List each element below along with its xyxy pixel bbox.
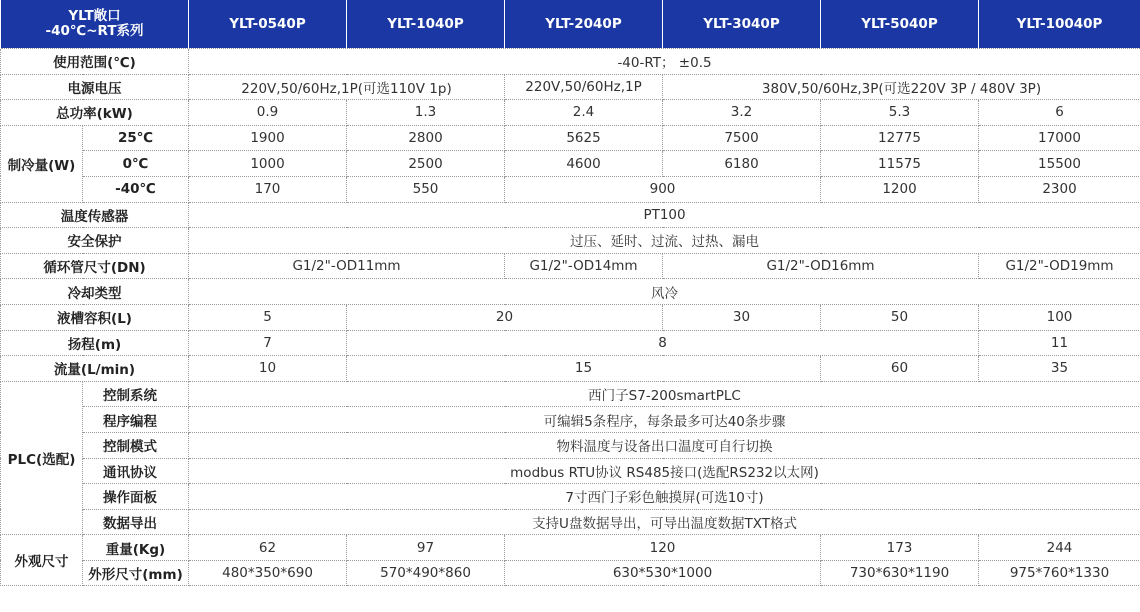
value-cell: 17000	[979, 125, 1140, 151]
group-label: 外观尺寸	[1, 535, 83, 586]
value-cell: 7寸西门子彩色触摸屏(可选10寸)	[189, 484, 1140, 510]
value-cell: 975*760*1330	[979, 560, 1140, 586]
row-label: 电源电压	[1, 74, 189, 100]
value-cell: 170	[189, 176, 347, 202]
value-cell: 50	[821, 304, 979, 330]
value-cell: 570*490*860	[347, 560, 505, 586]
value-cell: 12775	[821, 125, 979, 151]
row-cooling-type	[1, 279, 1140, 305]
value-cell: 1.3	[347, 100, 505, 126]
value-cell: 2.4	[505, 100, 663, 126]
sub-label: 通讯协议	[83, 458, 189, 484]
row-cooling-0	[1, 151, 1140, 177]
value-cell: 5625	[505, 125, 663, 151]
value-cell: G1/2"-OD14mm	[505, 253, 663, 279]
row-protection	[1, 228, 1140, 254]
value-cell: G1/2"-OD11mm	[189, 253, 505, 279]
row-sensor	[1, 202, 1140, 228]
value-cell: 630*530*1000	[505, 560, 821, 586]
value-cell: 0.9	[189, 100, 347, 126]
row-flow	[1, 356, 1140, 382]
value-cell: 60	[821, 356, 979, 382]
row-plc-control-mode	[1, 432, 1140, 458]
sub-label: 25℃	[83, 125, 189, 151]
value-cell: 480*350*690	[189, 560, 347, 586]
value-cell: modbus RTU协议 RS485接口(选配RS232以太网)	[189, 458, 1140, 484]
value-cell: 风冷	[189, 279, 1140, 305]
value-cell: 35	[979, 356, 1140, 382]
value-cell: -40-RT； ±0.5	[189, 49, 1140, 75]
model-header: YLT-5040P	[821, 0, 979, 49]
value-cell: 20	[347, 304, 663, 330]
value-cell: 8	[347, 330, 979, 356]
row-plc-control-system	[1, 381, 1140, 407]
value-cell: 244	[979, 535, 1140, 561]
value-cell: 6	[979, 100, 1140, 126]
row-head	[1, 330, 1140, 356]
row-label: 温度传感器	[1, 202, 189, 228]
value-cell: 220V,50/60Hz,1P(可选110V 1p)	[189, 74, 505, 100]
value-cell: 15500	[979, 151, 1140, 177]
row-plc-protocol	[1, 458, 1140, 484]
value-cell: 1900	[189, 125, 347, 151]
row-dimensions	[1, 560, 1140, 586]
value-cell: 380V,50/60Hz,3P(可选220V 3P / 480V 3P)	[663, 74, 1140, 100]
sub-label: 操作面板	[83, 484, 189, 510]
row-tank	[1, 304, 1140, 330]
sub-label: 程序编程	[83, 407, 189, 433]
row-total-power	[1, 100, 1140, 126]
row-label: 扬程(m)	[1, 330, 189, 356]
value-cell: 7	[189, 330, 347, 356]
value-cell: 过压、延时、过流、过热、漏电	[189, 228, 1140, 254]
value-cell: 10	[189, 356, 347, 382]
value-cell: 550	[347, 176, 505, 202]
value-cell: 120	[505, 535, 821, 561]
value-cell: 2300	[979, 176, 1140, 202]
row-plc-panel	[1, 484, 1140, 510]
model-header: YLT-3040P	[663, 0, 821, 49]
row-temp-range	[1, 49, 1140, 75]
row-label: 总功率(kW)	[1, 100, 189, 126]
sub-label: 控制系统	[83, 381, 189, 407]
series-title-cell	[1, 0, 189, 49]
sub-label: 控制模式	[83, 432, 189, 458]
value-cell: 1000	[189, 151, 347, 177]
header-row	[1, 0, 1140, 49]
row-plc-programming	[1, 407, 1140, 433]
value-cell: 62	[189, 535, 347, 561]
group-label: 制冷量(W)	[1, 125, 83, 202]
sub-label: 重量(Kg)	[83, 535, 189, 561]
value-cell: 900	[505, 176, 821, 202]
series-title-line1: YLT敞口	[68, 8, 121, 24]
value-cell: 11	[979, 330, 1140, 356]
value-cell: 6180	[663, 151, 821, 177]
value-cell: 220V,50/60Hz,1P	[505, 74, 663, 100]
value-cell: 3.2	[663, 100, 821, 126]
value-cell: PT100	[189, 202, 1140, 228]
model-header: YLT-1040P	[347, 0, 505, 49]
value-cell: 100	[979, 304, 1140, 330]
value-cell: 支持U盘数据导出，可导出温度数据TXT格式	[189, 509, 1140, 535]
value-cell: 可编辑5条程序，每条最多可达40条步骤	[189, 407, 1140, 433]
value-cell: 1200	[821, 176, 979, 202]
sub-label: -40℃	[83, 176, 189, 202]
value-cell: 173	[821, 535, 979, 561]
row-label: 冷却类型	[1, 279, 189, 305]
series-title-line2: -40℃~RT系列	[45, 23, 144, 39]
row-cooling-minus40	[1, 176, 1140, 202]
value-cell: 7500	[663, 125, 821, 151]
value-cell: 11575	[821, 151, 979, 177]
value-cell: 2500	[347, 151, 505, 177]
row-label: 流量(L/min)	[1, 356, 189, 382]
row-label: 循环管尺寸(DN)	[1, 253, 189, 279]
row-cooling-25	[1, 125, 1140, 151]
value-cell: 15	[347, 356, 821, 382]
row-power-supply	[1, 74, 1140, 100]
sub-label: 数据导出	[83, 509, 189, 535]
sub-label: 0℃	[83, 151, 189, 177]
value-cell: 2800	[347, 125, 505, 151]
row-label: 使用范围(℃)	[1, 49, 189, 75]
value-cell: 5.3	[821, 100, 979, 126]
value-cell: 730*630*1190	[821, 560, 979, 586]
row-weight	[1, 535, 1140, 561]
value-cell: G1/2"-OD19mm	[979, 253, 1140, 279]
row-label: 液槽容积(L)	[1, 304, 189, 330]
value-cell: 4600	[505, 151, 663, 177]
value-cell: 30	[663, 304, 821, 330]
model-header: YLT-2040P	[505, 0, 663, 49]
value-cell: 97	[347, 535, 505, 561]
sub-label: 外形尺寸(mm)	[83, 560, 189, 586]
value-cell: G1/2"-OD16mm	[663, 253, 979, 279]
row-plc-export	[1, 509, 1140, 535]
model-header: YLT-0540P	[189, 0, 347, 49]
value-cell: 5	[189, 304, 347, 330]
model-header: YLT-10040P	[979, 0, 1140, 49]
row-pipe	[1, 253, 1140, 279]
value-cell: 西门子S7-200smartPLC	[189, 381, 1140, 407]
value-cell: 物料温度与设备出口温度可自行切换	[189, 432, 1140, 458]
group-label: PLC(选配)	[1, 381, 83, 535]
row-label: 安全保护	[1, 228, 189, 254]
